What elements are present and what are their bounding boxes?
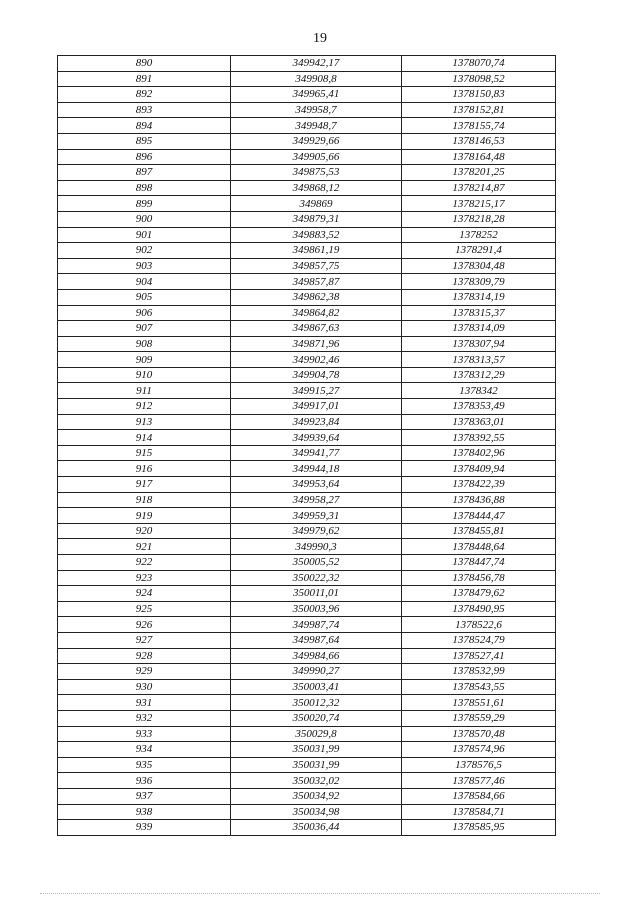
y-coordinate-cell: 1378444,47: [402, 508, 556, 524]
y-coordinate-cell: 1378447,74: [402, 555, 556, 571]
y-coordinate-cell: 1378455,81: [402, 523, 556, 539]
point-number-cell: 897: [58, 165, 231, 181]
y-coordinate-cell: 1378201,25: [402, 165, 556, 181]
table-row: [58, 492, 556, 508]
point-number-cell: 903: [58, 258, 231, 274]
y-coordinate-cell: 1378422,39: [402, 477, 556, 493]
point-number-cell: 937: [58, 788, 231, 804]
point-number-cell: 924: [58, 586, 231, 602]
y-coordinate-cell: 1378353,49: [402, 399, 556, 415]
x-coordinate-cell: 349902,46: [231, 352, 402, 368]
table-row: [58, 367, 556, 383]
table-row: [58, 617, 556, 633]
point-number-cell: 914: [58, 430, 231, 446]
point-number-cell: 936: [58, 773, 231, 789]
y-coordinate-cell: 1378155,74: [402, 118, 556, 134]
y-coordinate-cell: 1378551,61: [402, 695, 556, 711]
table-row: [58, 570, 556, 586]
x-coordinate-cell: 349939,64: [231, 430, 402, 446]
point-number-cell: 892: [58, 87, 231, 103]
y-coordinate-cell: 1378315,37: [402, 305, 556, 321]
x-coordinate-cell: 349984,66: [231, 648, 402, 664]
table-row: [58, 508, 556, 524]
point-number-cell: 918: [58, 492, 231, 508]
table-row: [58, 336, 556, 352]
y-coordinate-cell: 1378524,79: [402, 632, 556, 648]
y-coordinate-cell: 1378576,5: [402, 757, 556, 773]
table-row: [58, 461, 556, 477]
x-coordinate-cell: 350005,52: [231, 555, 402, 571]
x-coordinate-cell: 349953,64: [231, 477, 402, 493]
x-coordinate-cell: 350003,96: [231, 601, 402, 617]
y-coordinate-cell: 1378215,17: [402, 196, 556, 212]
point-number-cell: 933: [58, 726, 231, 742]
table-row: [58, 196, 556, 212]
point-number-cell: 922: [58, 555, 231, 571]
table-row: [58, 586, 556, 602]
table-row: [58, 305, 556, 321]
y-coordinate-cell: 1378342: [402, 383, 556, 399]
point-number-cell: 935: [58, 757, 231, 773]
point-number-cell: 895: [58, 133, 231, 149]
y-coordinate-cell: 1378409,94: [402, 461, 556, 477]
y-coordinate-cell: 1378098,52: [402, 71, 556, 87]
table-row: [58, 102, 556, 118]
point-number-cell: 907: [58, 321, 231, 337]
y-coordinate-cell: 1378448,64: [402, 539, 556, 555]
y-coordinate-cell: 1378304,48: [402, 258, 556, 274]
table-row: [58, 555, 556, 571]
point-number-cell: 900: [58, 211, 231, 227]
y-coordinate-cell: 1378146,53: [402, 133, 556, 149]
y-coordinate-cell: 1378309,79: [402, 274, 556, 290]
x-coordinate-cell: 349958,27: [231, 492, 402, 508]
y-coordinate-cell: 1378522,6: [402, 617, 556, 633]
point-number-cell: 909: [58, 352, 231, 368]
point-number-cell: 890: [58, 56, 231, 72]
x-coordinate-cell: 349871,96: [231, 336, 402, 352]
table-row: [58, 679, 556, 695]
point-number-cell: 902: [58, 243, 231, 259]
table-row: [58, 742, 556, 758]
x-coordinate-cell: 350036,44: [231, 820, 402, 836]
y-coordinate-cell: 1378585,95: [402, 820, 556, 836]
y-coordinate-cell: 1378570,48: [402, 726, 556, 742]
x-coordinate-cell: 349883,52: [231, 227, 402, 243]
table-row: [58, 227, 556, 243]
x-coordinate-cell: 349929,66: [231, 133, 402, 149]
point-number-cell: 899: [58, 196, 231, 212]
point-number-cell: 926: [58, 617, 231, 633]
point-number-cell: 920: [58, 523, 231, 539]
table-row: [58, 414, 556, 430]
page-number: 19: [313, 31, 327, 46]
table-row: [58, 383, 556, 399]
table-row: [58, 87, 556, 103]
table-row: [58, 445, 556, 461]
point-number-cell: 928: [58, 648, 231, 664]
point-number-cell: 921: [58, 539, 231, 555]
x-coordinate-cell: 349861,19: [231, 243, 402, 259]
point-number-cell: 896: [58, 149, 231, 165]
point-number-cell: 913: [58, 414, 231, 430]
x-coordinate-cell: 349990,27: [231, 664, 402, 680]
x-coordinate-cell: 350011,01: [231, 586, 402, 602]
table-row: [58, 165, 556, 181]
y-coordinate-cell: 1378164,48: [402, 149, 556, 165]
y-coordinate-cell: 1378479,62: [402, 586, 556, 602]
table-row: [58, 695, 556, 711]
y-coordinate-cell: 1378584,71: [402, 804, 556, 820]
table-row: [58, 352, 556, 368]
x-coordinate-cell: 349908,8: [231, 71, 402, 87]
x-coordinate-cell: 349942,17: [231, 56, 402, 72]
x-coordinate-cell: 350034,92: [231, 788, 402, 804]
y-coordinate-cell: 1378312,29: [402, 367, 556, 383]
point-number-cell: 927: [58, 632, 231, 648]
point-number-cell: 939: [58, 820, 231, 836]
y-coordinate-cell: 1378392,55: [402, 430, 556, 446]
x-coordinate-cell: 350012,32: [231, 695, 402, 711]
x-coordinate-cell: 350029,8: [231, 726, 402, 742]
y-coordinate-cell: 1378313,57: [402, 352, 556, 368]
x-coordinate-cell: 349987,64: [231, 632, 402, 648]
y-coordinate-cell: 1378363,01: [402, 414, 556, 430]
point-number-cell: 901: [58, 227, 231, 243]
point-number-cell: 923: [58, 570, 231, 586]
y-coordinate-cell: 1378456,78: [402, 570, 556, 586]
x-coordinate-cell: 349862,38: [231, 289, 402, 305]
table-row: [58, 773, 556, 789]
y-coordinate-cell: 1378314,19: [402, 289, 556, 305]
x-coordinate-cell: 349990,3: [231, 539, 402, 555]
point-number-cell: 905: [58, 289, 231, 305]
x-coordinate-cell: 349965,41: [231, 87, 402, 103]
x-coordinate-cell: 349875,53: [231, 165, 402, 181]
x-coordinate-cell: 350003,41: [231, 679, 402, 695]
y-coordinate-cell: 1378307,94: [402, 336, 556, 352]
point-number-cell: 931: [58, 695, 231, 711]
point-number-cell: 911: [58, 383, 231, 399]
coordinates-table-body: [58, 56, 556, 836]
y-coordinate-cell: 1378291,4: [402, 243, 556, 259]
y-coordinate-cell: 1378402,96: [402, 445, 556, 461]
point-number-cell: 929: [58, 664, 231, 680]
table-row: [58, 632, 556, 648]
table-row: [58, 648, 556, 664]
x-coordinate-cell: 350020,74: [231, 710, 402, 726]
table-row: [58, 601, 556, 617]
y-coordinate-cell: 1378436,88: [402, 492, 556, 508]
table-row: [58, 757, 556, 773]
y-coordinate-cell: 1378152,81: [402, 102, 556, 118]
table-row: [58, 664, 556, 680]
x-coordinate-cell: 350034,98: [231, 804, 402, 820]
table-row: [58, 710, 556, 726]
x-coordinate-cell: 349948,7: [231, 118, 402, 134]
y-coordinate-cell: 1378584,66: [402, 788, 556, 804]
y-coordinate-cell: 1378490,95: [402, 601, 556, 617]
point-number-cell: 932: [58, 710, 231, 726]
point-number-cell: 891: [58, 71, 231, 87]
x-coordinate-cell: 349944,18: [231, 461, 402, 477]
point-number-cell: 904: [58, 274, 231, 290]
point-number-cell: 915: [58, 445, 231, 461]
x-coordinate-cell: 349941,77: [231, 445, 402, 461]
x-coordinate-cell: 349904,78: [231, 367, 402, 383]
table-row: [58, 71, 556, 87]
x-coordinate-cell: 350031,99: [231, 742, 402, 758]
table-row: [58, 243, 556, 259]
table-row: [58, 133, 556, 149]
point-number-cell: 893: [58, 102, 231, 118]
x-coordinate-cell: 349905,66: [231, 149, 402, 165]
point-number-cell: 908: [58, 336, 231, 352]
table-row: [58, 180, 556, 196]
x-coordinate-cell: 349868,12: [231, 180, 402, 196]
point-number-cell: 906: [58, 305, 231, 321]
point-number-cell: 916: [58, 461, 231, 477]
x-coordinate-cell: 350031,99: [231, 757, 402, 773]
x-coordinate-cell: 349867,63: [231, 321, 402, 337]
table-row: [58, 804, 556, 820]
table-row: [58, 539, 556, 555]
point-number-cell: 925: [58, 601, 231, 617]
x-coordinate-cell: 349959,31: [231, 508, 402, 524]
y-coordinate-cell: 1378150,83: [402, 87, 556, 103]
table-row: [58, 477, 556, 493]
table-row: [58, 56, 556, 72]
table-row: [58, 274, 556, 290]
x-coordinate-cell: 349879,31: [231, 211, 402, 227]
x-coordinate-cell: 349917,01: [231, 399, 402, 415]
scan-artifact-line: [40, 893, 600, 894]
y-coordinate-cell: 1378218,28: [402, 211, 556, 227]
table-row: [58, 258, 556, 274]
point-number-cell: 930: [58, 679, 231, 695]
point-number-cell: 934: [58, 742, 231, 758]
table-row: [58, 523, 556, 539]
y-coordinate-cell: 1378574,96: [402, 742, 556, 758]
table-row: [58, 321, 556, 337]
table-row: [58, 211, 556, 227]
x-coordinate-cell: 349979,62: [231, 523, 402, 539]
point-number-cell: 898: [58, 180, 231, 196]
point-number-cell: 917: [58, 477, 231, 493]
table-row: [58, 399, 556, 415]
point-number-cell: 912: [58, 399, 231, 415]
table-row: [58, 149, 556, 165]
x-coordinate-cell: 349958,7: [231, 102, 402, 118]
y-coordinate-cell: 1378559,29: [402, 710, 556, 726]
x-coordinate-cell: 349857,75: [231, 258, 402, 274]
point-number-cell: 910: [58, 367, 231, 383]
y-coordinate-cell: 1378532,99: [402, 664, 556, 680]
y-coordinate-cell: 1378314,09: [402, 321, 556, 337]
x-coordinate-cell: 349869: [231, 196, 402, 212]
y-coordinate-cell: 1378577,46: [402, 773, 556, 789]
x-coordinate-cell: 350032,02: [231, 773, 402, 789]
table-row: [58, 820, 556, 836]
y-coordinate-cell: 1378527,41: [402, 648, 556, 664]
table-row: [58, 289, 556, 305]
y-coordinate-cell: 1378214,87: [402, 180, 556, 196]
x-coordinate-cell: 350022,32: [231, 570, 402, 586]
y-coordinate-cell: 1378543,55: [402, 679, 556, 695]
x-coordinate-cell: 349857,87: [231, 274, 402, 290]
x-coordinate-cell: 349923,84: [231, 414, 402, 430]
point-number-cell: 938: [58, 804, 231, 820]
table-row: [58, 788, 556, 804]
table-row: [58, 118, 556, 134]
y-coordinate-cell: 1378252: [402, 227, 556, 243]
x-coordinate-cell: 349864,82: [231, 305, 402, 321]
x-coordinate-cell: 349915,27: [231, 383, 402, 399]
point-number-cell: 919: [58, 508, 231, 524]
point-number-cell: 894: [58, 118, 231, 134]
table-row: [58, 430, 556, 446]
y-coordinate-cell: 1378070,74: [402, 56, 556, 72]
x-coordinate-cell: 349987,74: [231, 617, 402, 633]
coordinates-table: [57, 55, 556, 836]
table-row: [58, 726, 556, 742]
